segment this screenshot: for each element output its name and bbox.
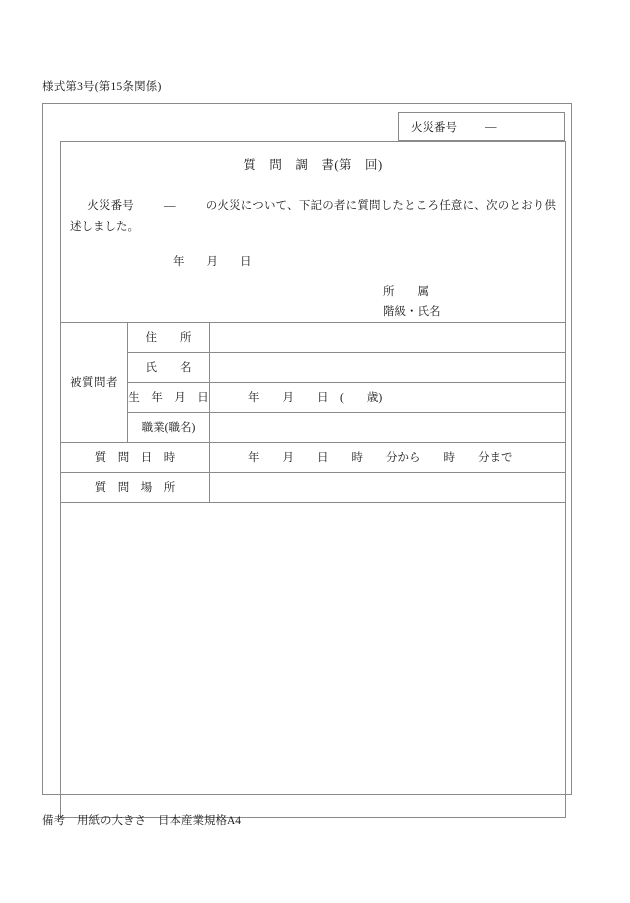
table-row xyxy=(61,442,566,472)
statement-fire-number-value: — xyxy=(164,200,176,212)
statement-date-line xyxy=(173,253,565,269)
occupation-label: 職業(職名) xyxy=(128,412,210,442)
date-month-label: 月 xyxy=(206,255,218,268)
table-row xyxy=(61,412,566,442)
table-row xyxy=(61,352,566,382)
birthdate-value-cell[interactable] xyxy=(210,382,566,412)
interview-place-label: 質 問 場 所 xyxy=(61,472,210,502)
name-label: 氏 名 xyxy=(128,352,210,382)
name-value[interactable] xyxy=(210,352,566,382)
date-year-label: 年 xyxy=(173,255,185,268)
footer-note-value: 日本産業規格A4 xyxy=(158,815,242,827)
table-row xyxy=(61,472,566,502)
interview-place-value[interactable] xyxy=(210,472,566,502)
document-title xyxy=(61,155,565,173)
table-row xyxy=(61,382,566,412)
fire-number-box xyxy=(398,112,565,141)
statement-cell xyxy=(61,142,566,323)
footer-note-label: 備考 xyxy=(42,815,65,827)
statement-text: の火災について、下記の者に質問したところ任意に、次のとおり供述しました。 xyxy=(70,200,556,234)
statement-header-row xyxy=(61,142,566,323)
form-number-heading: 様式第3号(第15条関係) xyxy=(42,81,162,93)
interview-record-table xyxy=(60,141,566,818)
table-row xyxy=(61,502,566,817)
interview-datetime-value: 年 月 日 時 分から 時 分まで xyxy=(248,452,513,465)
statement-writing-area[interactable] xyxy=(61,502,566,817)
document-title-text: 質 問 調 書(第 回) xyxy=(243,158,383,172)
fire-number-label: 火災番号 xyxy=(411,121,457,134)
date-day-label: 日 xyxy=(240,255,252,268)
statement-fire-number-label: 火災番号 xyxy=(87,200,134,212)
affiliation-label: 所 属 xyxy=(383,285,429,298)
statement-paragraph xyxy=(70,196,556,239)
address-value[interactable] xyxy=(210,322,566,352)
subject-section-label: 被質問者 xyxy=(61,322,128,442)
address-label: 住 所 xyxy=(128,322,210,352)
signature-block xyxy=(383,282,565,322)
birthdate-value: 年 月 日 ( 歳) xyxy=(248,392,383,405)
fire-number-value: — xyxy=(485,120,497,133)
interview-datetime-label: 質 問 日 時 xyxy=(61,442,210,472)
interview-datetime-value-cell[interactable] xyxy=(210,442,566,472)
rank-name-label: 階級・氏名 xyxy=(383,305,441,318)
occupation-value[interactable] xyxy=(210,412,566,442)
table-row xyxy=(61,322,566,352)
footer-note-text: 用紙の大きさ xyxy=(77,815,146,827)
birthdate-label: 生 年 月 日 xyxy=(128,382,210,412)
footer-note xyxy=(42,812,241,828)
